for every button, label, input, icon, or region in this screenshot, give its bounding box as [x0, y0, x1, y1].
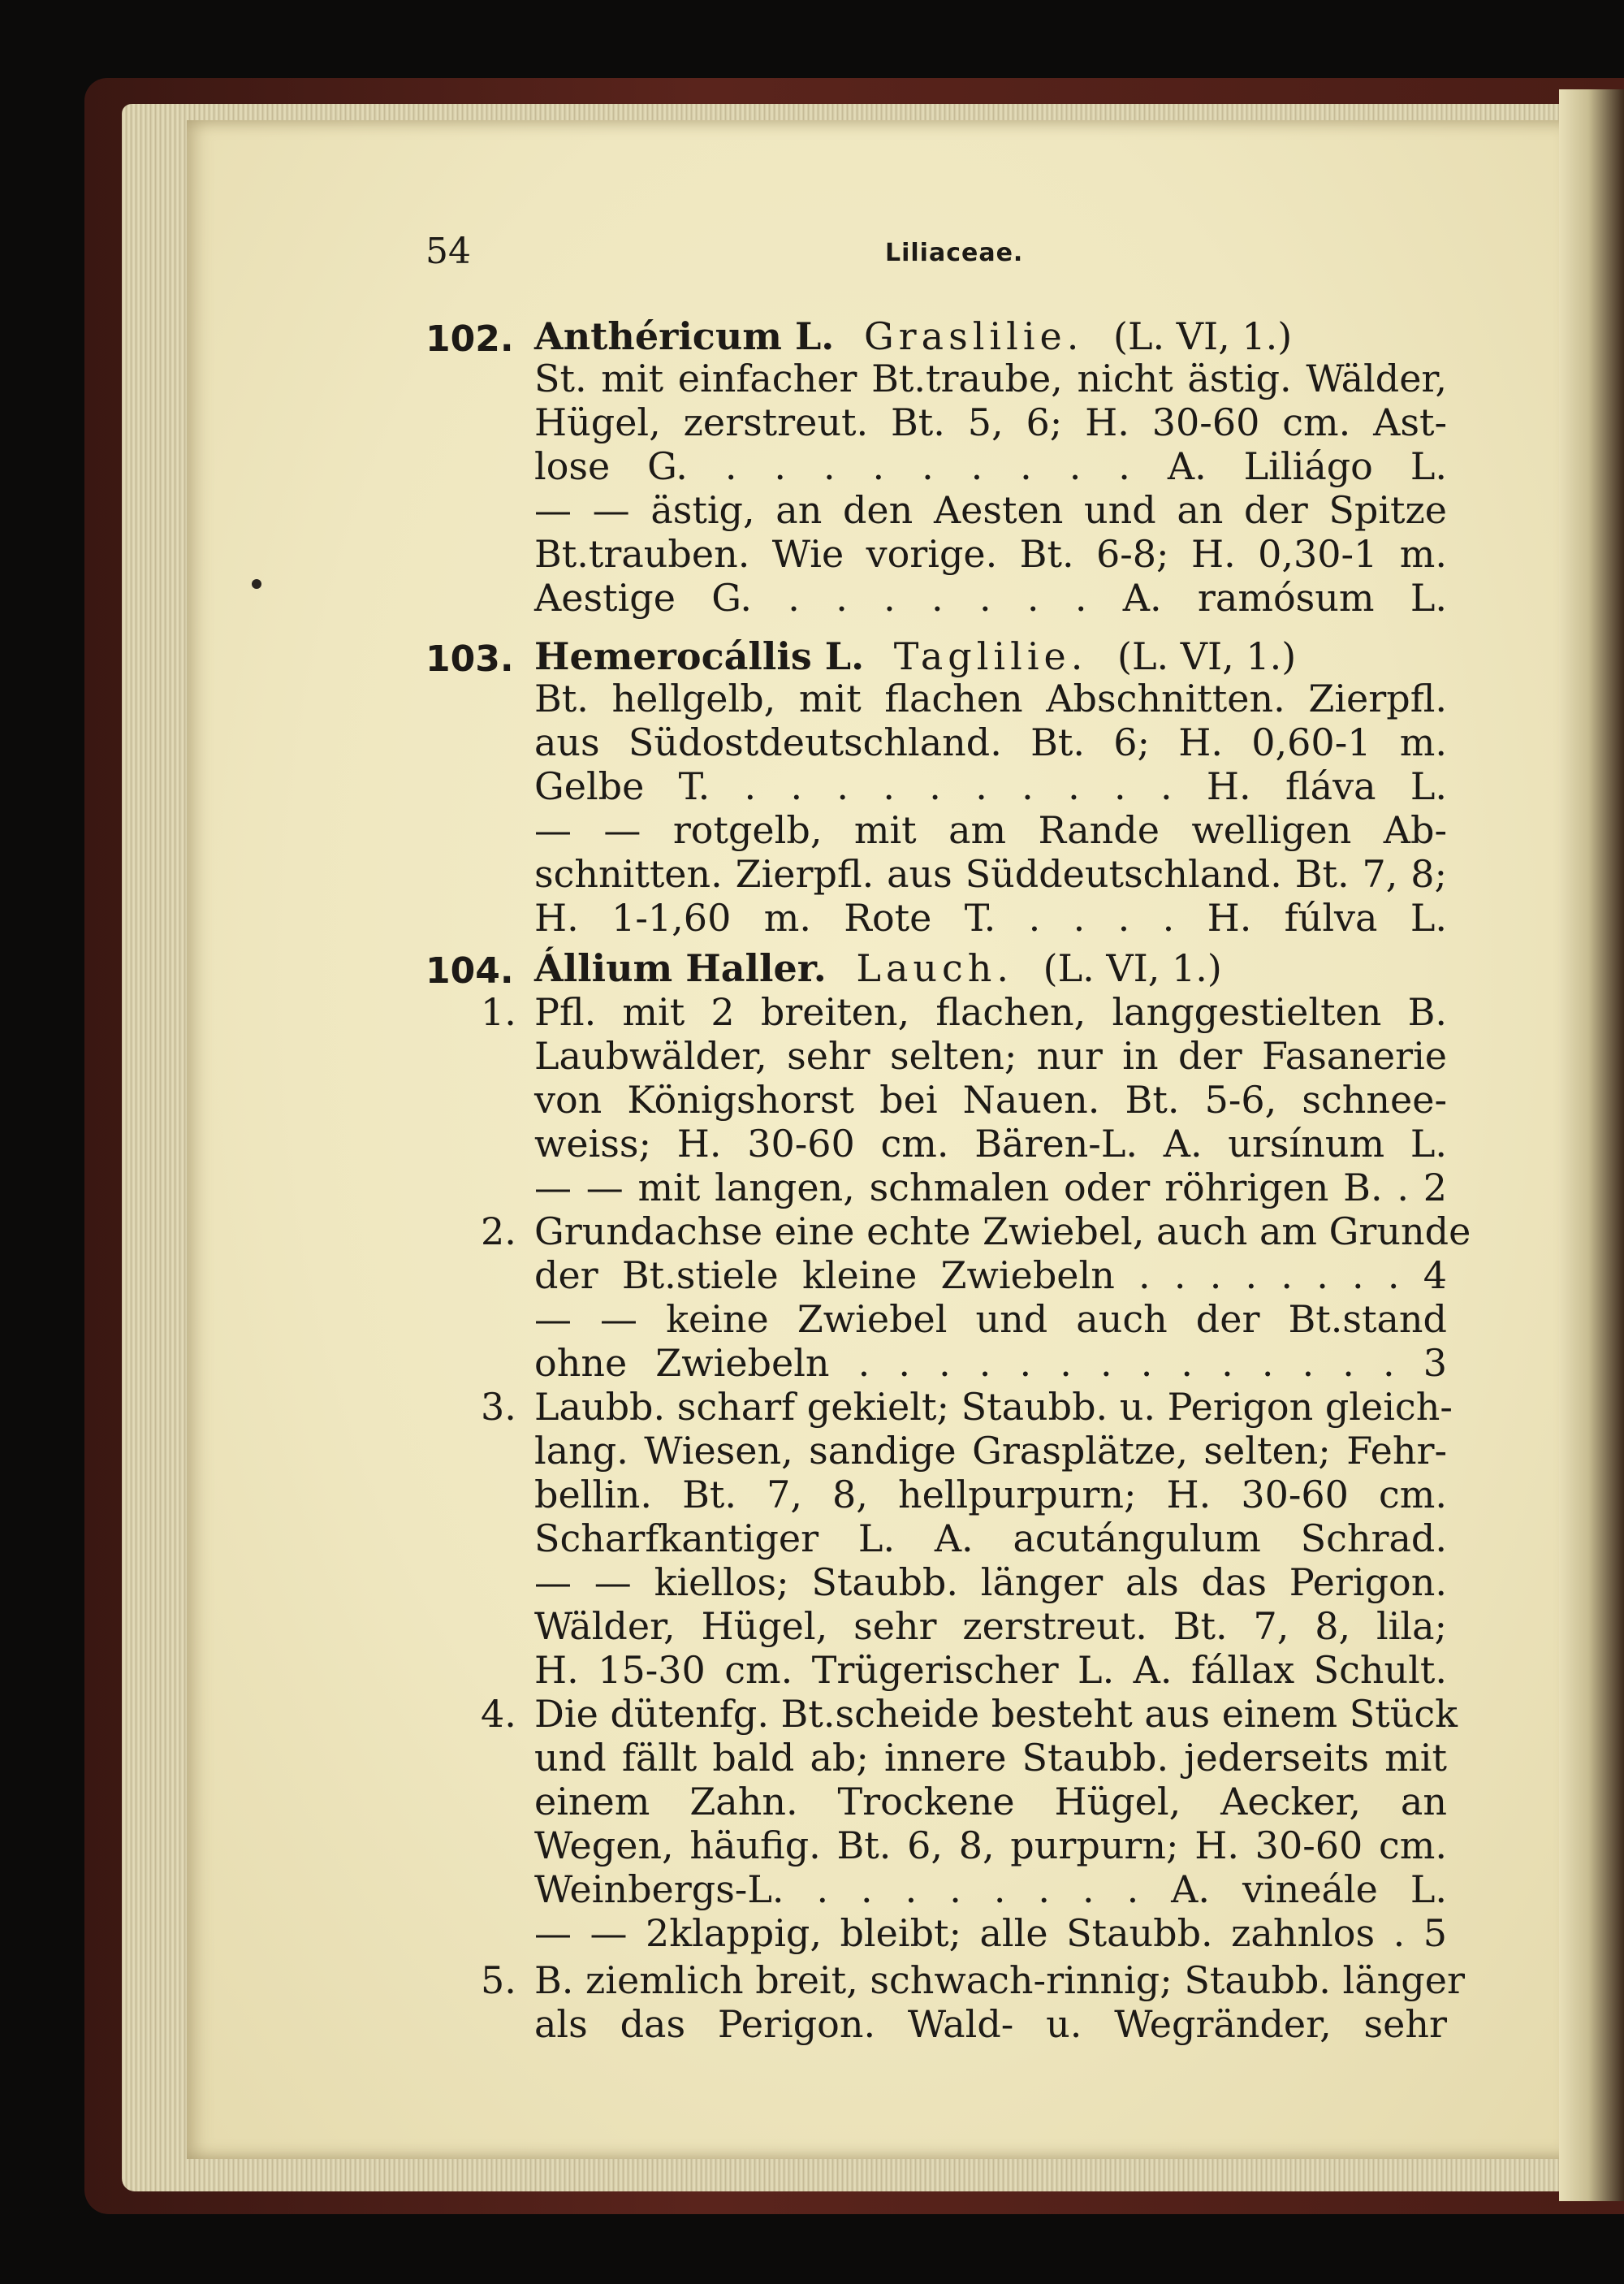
text-line: Grundachse eine echte Zwiebel, auch am Grunde	[534, 1209, 1471, 1253]
text-line: von Königshorst bei Nauen. Bt. 5-6, schnee-	[534, 1078, 1447, 1122]
key-number: 1.	[481, 990, 516, 1034]
key-number: 5.	[481, 1958, 516, 2002]
text-line: lang. Wiesen, sandige Grasplätze, selten; Fehr-	[534, 1429, 1447, 1473]
text-line: — — kiellos; Staubb. länger als das Perigon.	[534, 1560, 1447, 1604]
entry-heading	[534, 947, 1222, 989]
text-line: Scharfkantiger L. A. acutángulum Schrad.	[534, 1516, 1447, 1560]
genus-name: Hemerocállis L.	[534, 634, 865, 678]
text-line: schnitten. Zierpfl. aus Süddeutschland. Bt. 7, 8;	[534, 852, 1447, 896]
text-line: als das Perigon. Wald- u. Wegränder, sehr	[534, 2002, 1447, 2046]
genus-name: Állium Haller.	[534, 946, 827, 990]
common-name: Taglilie.	[893, 634, 1088, 678]
page-number: 54	[425, 231, 471, 272]
text-line: Wälder, Hügel, sehr zerstreut. Bt. 7, 8, lila;	[534, 1604, 1447, 1648]
facing-page-edge	[1559, 89, 1624, 2201]
key-number: 3.	[481, 1385, 516, 1429]
entry-number: 104.	[425, 950, 514, 992]
text-line: bellin. Bt. 7, 8, hellpurpurn; H. 30-60 cm.	[534, 1473, 1447, 1516]
linnaean-class: (L. VI, 1.)	[1117, 634, 1297, 678]
text-line: weiss; H. 30-60 cm. Bären-L. A. ursínum L.	[534, 1122, 1447, 1166]
text-line: — — 2klappig, bleibt; alle Staubb. zahnlos . 5	[534, 1911, 1447, 1955]
text-line: Wegen, häufig. Bt. 6, 8, purpurn; H. 30-60 cm.	[534, 1823, 1447, 1867]
text-line: Bt. hellgelb, mit flachen Abschnitten. Zierpfl.	[534, 677, 1447, 720]
text-line: St. mit einfacher Bt.traube, nicht ästig. Wälder,	[534, 357, 1447, 400]
text-line: Hügel, zerstreut. Bt. 5, 6; H. 30-60 cm. Ast-	[534, 400, 1447, 444]
text-line: Pfl. mit 2 breiten, flachen, langgestielten B.	[534, 990, 1447, 1034]
text-line: Laubwälder, sehr selten; nur in der Fasanerie	[534, 1034, 1447, 1078]
linnaean-class: (L. VI, 1.)	[1043, 946, 1222, 990]
text-line: der Bt.stiele kleine Zwiebeln . . . . . . . . 4	[534, 1253, 1447, 1297]
text-line: und fällt bald ab; innere Staubb. jederseits mit	[534, 1736, 1447, 1780]
text-line: — — mit langen, schmalen oder röhrigen B. . 2	[534, 1166, 1447, 1209]
text-line: ohne Zwiebeln . . . . . . . . . . . . . . 3	[534, 1341, 1447, 1385]
text-line: — — keine Zwiebel und auch der Bt.stand	[534, 1297, 1447, 1341]
entry-number: 102.	[425, 318, 514, 360]
common-name: Graslilie.	[863, 314, 1084, 358]
text-line: aus Südostdeutschland. Bt. 6; H. 0,60-1 m.	[534, 720, 1447, 764]
common-name: Lauch.	[856, 946, 1013, 990]
text-line: — — ästig, an den Aesten und an der Spitze	[534, 488, 1447, 532]
genus-name: Anthéricum L.	[534, 314, 835, 358]
linnaean-class: (L. VI, 1.)	[1113, 314, 1293, 358]
text-line: — — rotgelb, mit am Rande welligen Ab-	[534, 808, 1447, 852]
running-title: Liliaceae.	[885, 239, 1024, 267]
key-number: 4.	[481, 1692, 516, 1736]
text-line: Laubb. scharf gekielt; Staubb. u. Perigon gleich-	[534, 1385, 1453, 1429]
text-line: Weinbergs-L. . . . . . . . . A. vineále L.	[534, 1867, 1447, 1911]
margin-dot	[252, 579, 261, 589]
text-line: H. 1-1,60 m. Rote T. . . . . H. fúlva L.	[534, 896, 1447, 940]
entry-heading	[534, 315, 1292, 357]
text-line: H. 15-30 cm. Trügerischer L. A. fállax Schult.	[534, 1648, 1447, 1692]
text-line: B. ziemlich breit, schwach-rinnig; Staubb. länger	[534, 1958, 1465, 2002]
entry-heading	[534, 635, 1296, 677]
text-line: Gelbe T. . . . . . . . . . . H. fláva L.	[534, 764, 1447, 808]
key-number: 2.	[481, 1209, 516, 1253]
text-line: Aestige G. . . . . . . . A. ramósum L.	[534, 576, 1447, 620]
entry-number: 103.	[425, 638, 514, 680]
text-line: Die dütenfg. Bt.scheide besteht aus einem Stück	[534, 1692, 1458, 1736]
text-line: einem Zahn. Trockene Hügel, Aecker, an	[534, 1780, 1447, 1823]
text-line: Bt.trauben. Wie vorige. Bt. 6-8; H. 0,30-1 m.	[534, 532, 1447, 576]
text-line: lose G. . . . . . . . . . A. Liliágo L.	[534, 444, 1447, 488]
